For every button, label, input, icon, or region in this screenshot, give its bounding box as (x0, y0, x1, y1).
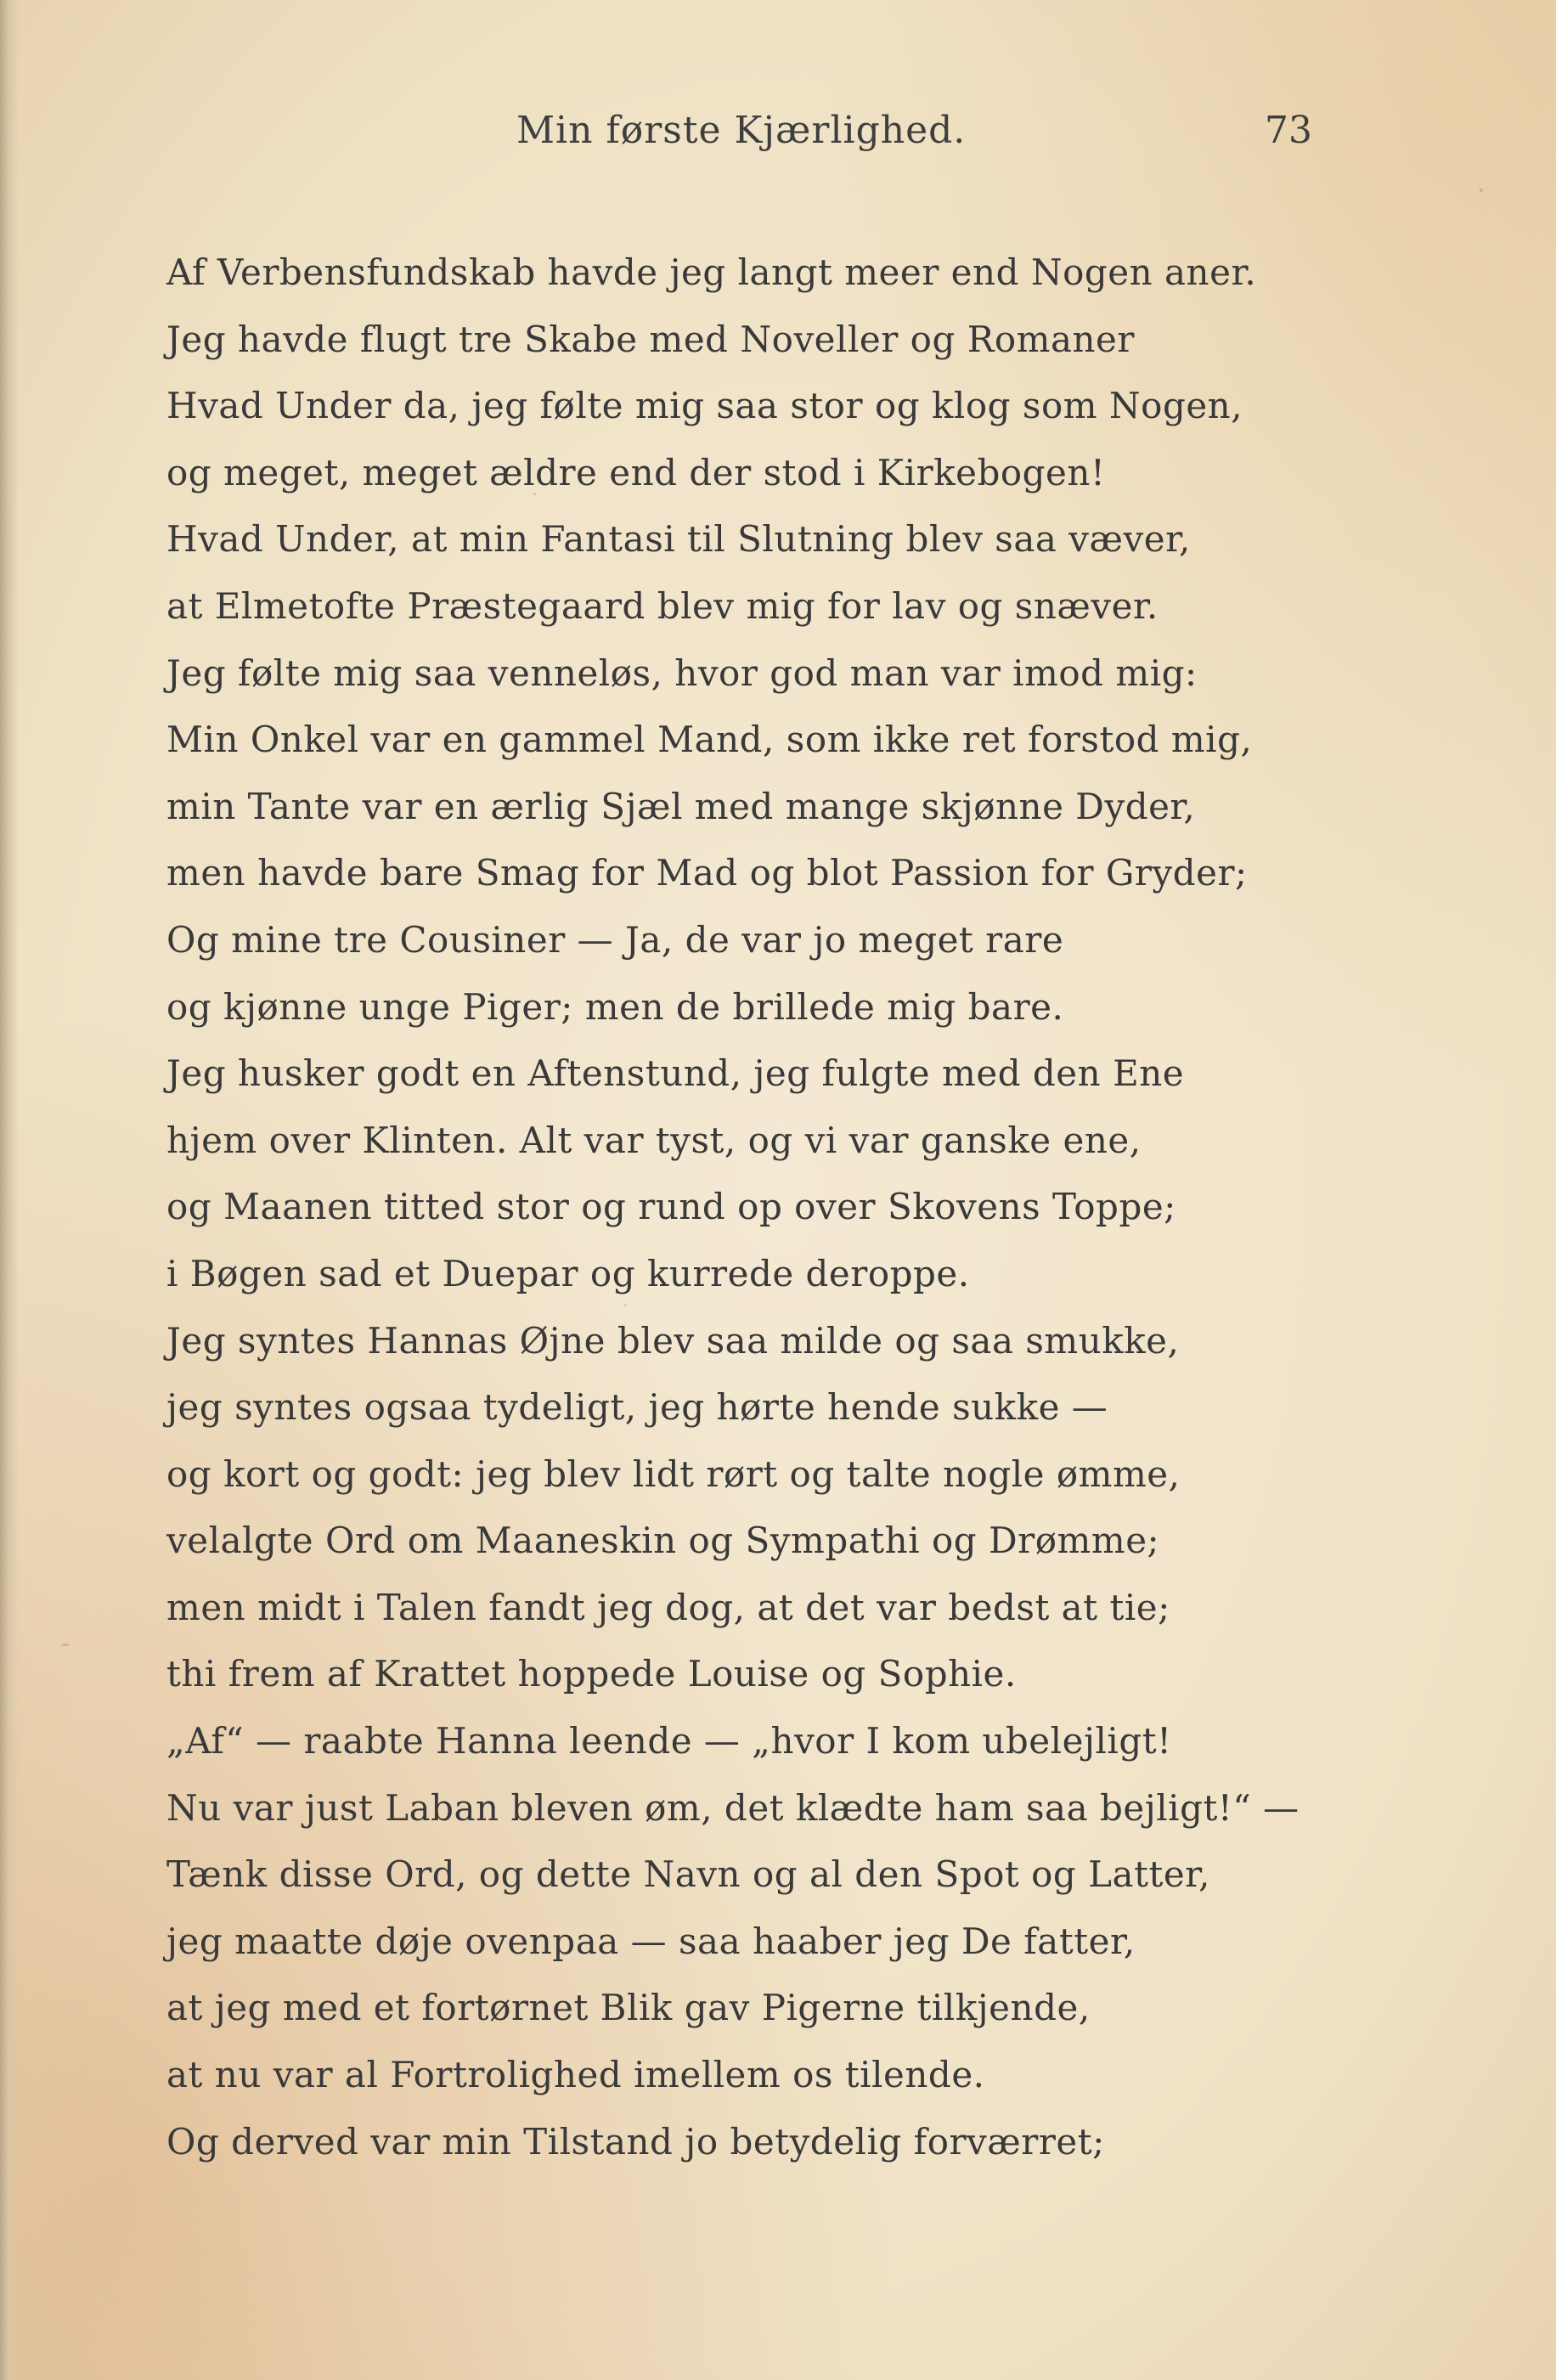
poem-line: og kort og godt: jeg blev lidt rørt og talte nogle ømme, (166, 1452, 1181, 1495)
poem-line: Tænk disse Ord, og dette Navn og al den Spot og Latter, (166, 1853, 1210, 1896)
poem-line: Jeg følte mig saa venneløs, hvor god man var imod mig: (166, 651, 1198, 694)
poem-line: Og mine tre Cousiner — Ja, de var jo meget rare (166, 918, 1064, 961)
page-gutter (0, 0, 19, 2380)
poem-line: Af Verbensfundskab havde jeg langt meer end Nogen aner. (166, 251, 1257, 293)
paper-speck (624, 1304, 627, 1306)
poem-line: men midt i Talen fandt jeg dog, at det var bedst at tie; (166, 1586, 1170, 1628)
running-title: Min første Kjærlighed. (516, 109, 967, 152)
paper-speck (61, 1644, 70, 1646)
poem-line: i Bøgen sad et Duepar og kurrede deroppe. (166, 1252, 970, 1294)
poem-line: og Maanen titted stor og rund op over Skovens Toppe; (166, 1186, 1176, 1228)
paper-speck (533, 493, 536, 495)
poem-line: „Af“ — raabte Hanna leende — „hvor I kom ubelejligt! (166, 1720, 1172, 1762)
page-header (170, 109, 1312, 177)
paper-speck (1480, 189, 1483, 192)
poem-text (166, 240, 1356, 2175)
poem-line: min Tante var en ærlig Sjæl med mange skjønne Dyder, (166, 785, 1196, 827)
page-number: 73 (1265, 109, 1312, 152)
poem-line: Og derved var min Tilstand jo betydelig forværret; (166, 2120, 1105, 2163)
poem-line: velalgte Ord om Maaneskin og Sympathi og Drømme; (166, 1520, 1160, 1562)
poem-line: Jeg havde flugt tre Skabe med Noveller og Romaner (166, 318, 1135, 360)
poem-line: Hvad Under da, jeg følte mig saa stor og klog som Nogen, (166, 385, 1243, 427)
poem-line: Jeg husker godt en Aftenstund, jeg fulgte med den Ene (166, 1052, 1185, 1095)
poem-line: Nu var just Laban bleven øm, det klædte ham saa bejligt!“ — (166, 1786, 1299, 1829)
poem-line: thi frem af Krattet hoppede Louise og Sophie. (166, 1653, 1017, 1695)
poem-line: hjem over Klinten. Alt var tyst, og vi var ganske ene, (166, 1119, 1142, 1161)
poem-line: at nu var al Fortrolighed imellem os tilende. (166, 2054, 985, 2096)
poem-line: at jeg med et fortørnet Blik gav Pigerne tilkjende, (166, 1987, 1091, 2029)
poem-line: og kjønne unge Piger; men de brillede mig bare. (166, 985, 1064, 1028)
poem-line: Hvad Under, at min Fantasi til Slutning blev saa væver, (166, 518, 1191, 561)
poem-line: jeg syntes ogsaa tydeligt, jeg hørte hende sukke — (166, 1386, 1108, 1429)
poem-line: og meget, meget ældre end der stod i Kirkebogen! (166, 451, 1106, 493)
poem-line: jeg maatte døje ovenpaa — saa haaber jeg De fatter, (166, 1920, 1136, 1962)
poem-line: at Elmetofte Præstegaard blev mig for lav og snæver. (166, 584, 1159, 627)
poem-line: Jeg syntes Hannas Øjne blev saa milde og saa smukke, (166, 1319, 1180, 1362)
poem-line: men havde bare Smag for Mad og blot Passion for Gryder; (166, 852, 1248, 894)
poem-line: Min Onkel var en gammel Mand, som ikke ret forstod mig, (166, 719, 1253, 761)
